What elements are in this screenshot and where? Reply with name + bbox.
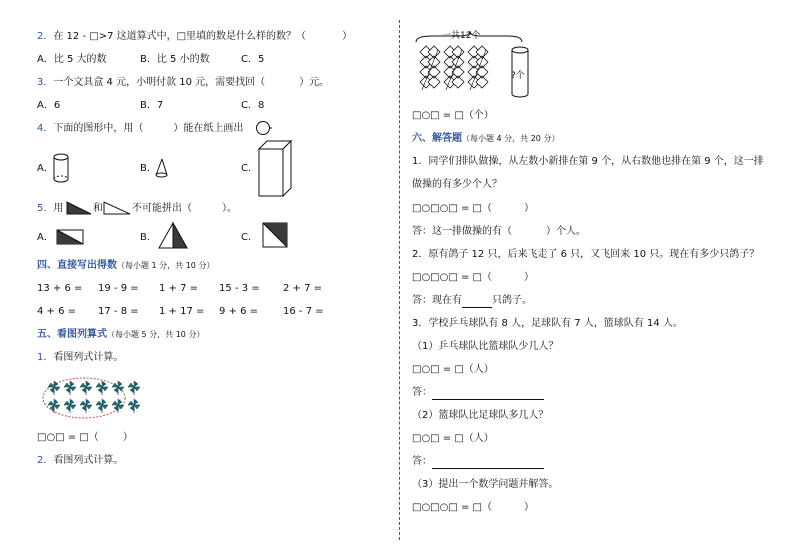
r-q3-2-equation[interactable]: □○□ = □（人） [412,433,494,444]
cylinder-label: ?个 [511,71,525,81]
picture-problem-1-equation[interactable]: □○□ = □（ ） [37,432,133,443]
q5-rest: 不可能拼出（ ）。 [132,203,237,214]
calc-6: 4 + 6 = [37,306,77,317]
r-q1-answer[interactable]: 答：这一排做操的有（ ）个人。 [412,226,586,237]
answer-line[interactable] [432,387,544,400]
q2-option-c[interactable]: C．5 [241,54,265,65]
question-3: 3．一个文具盒 4 元，小明付款 10 元，需要找回（ ）元。 [37,77,330,88]
calc-5: 2 + 7 = [283,283,323,294]
question-5: 5．用 [37,203,64,214]
column-divider [399,20,400,540]
q5-shape-b [158,222,188,250]
circle-icon [255,120,273,136]
light-triangle-icon [103,201,131,215]
cuboid-icon [258,140,292,198]
q4-option-c[interactable]: C． [241,163,258,174]
q4-option-b[interactable]: B． [140,163,157,174]
q5-option-c[interactable]: C． [241,232,258,243]
r-q1-equation[interactable]: □○□○□ = □（ ） [412,203,534,214]
pinwheel-figure [42,376,142,420]
q5-and-text: 和 [93,203,103,214]
r-q3-3: （3）提出一个数学问题并解答。 [412,479,559,490]
question-4: 4．下面的图形中，用（ ）能在纸上画出 [37,123,244,134]
q3-option-c[interactable]: C．8 [241,100,265,111]
question-2: 2．在 12 - □>7 这道算式中，□里填的数是什么样的数？（ ） [37,31,353,42]
r-q3-1: （1）乒乓球队比篮球队少几人？ [412,341,559,352]
q5-option-a[interactable]: A． [37,232,54,243]
calc-4: 15 - 3 = [219,283,260,294]
picture-problem-2: 2．看图列式计算。 [37,455,124,466]
figure-equation[interactable]: □○□ = □（个） [412,110,494,121]
r-q2-answer[interactable]: 答：现在有 只鸽子。 [412,295,532,306]
q2-option-b[interactable]: B．比 5 小的数 [140,54,210,65]
answer-blank[interactable] [462,295,492,308]
q2-option-a[interactable]: A．比 5 大的数 [37,54,107,65]
calc-7: 17 - 8 = [98,306,139,317]
q5-option-b[interactable]: B． [140,232,157,243]
q5-shape-c [262,222,288,248]
r-q3-3-equation[interactable]: □○□○□ = □（ ） [412,502,534,513]
dark-triangle-icon [66,201,92,215]
calc-8: 1 + 17 = [159,306,205,317]
picture-problem-1: 1．看图列式计算。 [37,352,124,363]
section-4-heading: 四、直接写出得数（每小题 1 分，共 10 分） [37,260,215,271]
calc-1: 13 + 6 = [37,283,83,294]
q4-option-a[interactable]: A． [37,163,54,174]
calc-10: 16 - 7 = [283,306,324,317]
calc-2: 19 - 9 = [98,283,139,294]
r-q3-text: 3．学校乒乓球队有 8 人，足球队有 7 人，篮球队有 14 人。 [412,318,683,329]
cylinder-icon [52,152,72,186]
section-6-heading: 六、解答题（每小题 4 分，共 20 分） [412,133,560,144]
r-q1-line1: 1．同学们排队做操，从左数小新排在第 9 个，从右数他也排在第 9 个，这一排 [412,156,764,167]
section-5-heading: 五、看图列算式（每小题 5 分，共 10 分） [37,329,205,340]
answer-line[interactable] [432,456,544,469]
q5-shape-a [56,229,84,245]
r-q3-1-answer[interactable]: 答： [412,387,544,400]
r-q2-text: 2．原有鸽子 12 只，后来飞走了 6 只，又飞回来 10 只。现在有多少只鸽子？ [412,249,760,260]
brace-label: 一共12个 [442,31,481,41]
r-q3-2-answer[interactable]: 答： [412,456,544,469]
calc-9: 9 + 6 = [219,306,259,317]
q3-option-a[interactable]: A．6 [37,100,61,111]
cone-icon [155,158,169,180]
r-q3-1-equation[interactable]: □○□ = □（人） [412,364,494,375]
q3-option-b[interactable]: B．7 [140,100,164,111]
calc-3: 1 + 7 = [159,283,199,294]
r-q2-equation[interactable]: □○□○□ = □（ ） [412,272,534,283]
r-q1-line2: 做操的有多少个人？ [412,179,502,190]
r-q3-2: （2）篮球队比足球队多几人？ [412,410,549,421]
